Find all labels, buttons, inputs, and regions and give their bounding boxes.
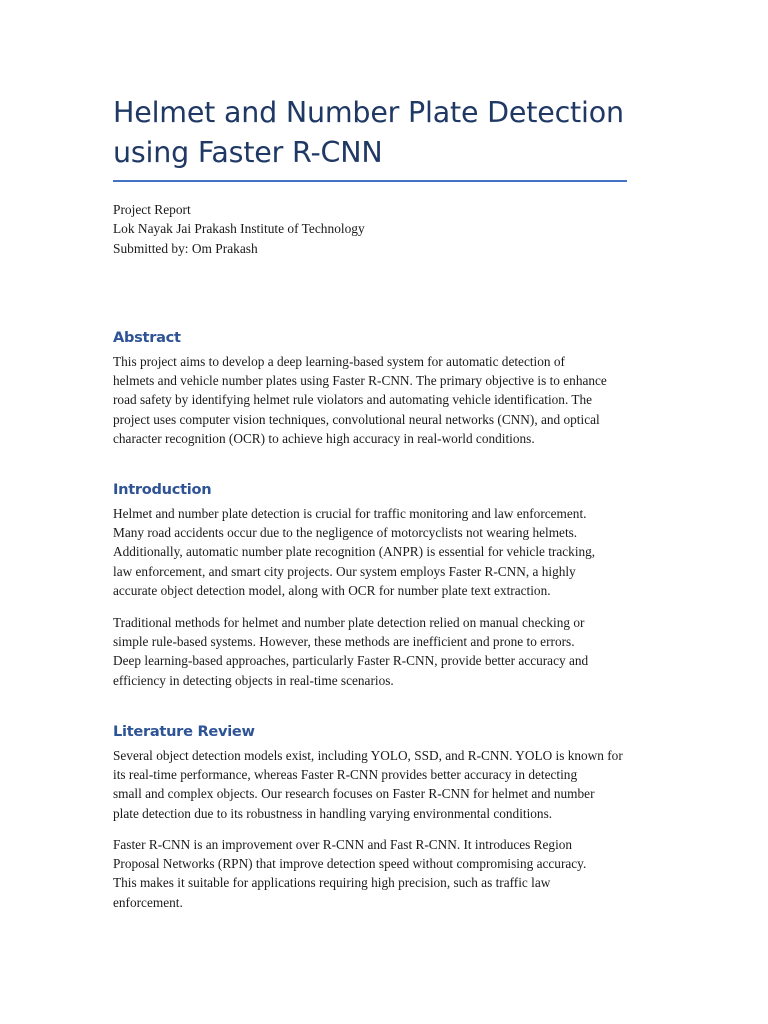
text-line: Traditional methods for helmet and number plate detection relied on manual checking or bbox=[113, 615, 585, 630]
text-line: project uses computer vision techniques, convolutional neural networks (CNN), and optical bbox=[113, 411, 600, 427]
text-line: Deep learning-based approaches, particularly Faster R-CNN, provide better accuracy and bbox=[113, 653, 589, 669]
text-line: Helmet and number plate detection is crucial for traffic monitoring and law enforcement. bbox=[113, 506, 587, 521]
document-title bbox=[113, 93, 633, 173]
title-line: using Faster R-CNN bbox=[113, 136, 383, 169]
text-line: its real-time performance, whereas Faster R-CNN provides better accuracy in detecting bbox=[113, 767, 578, 783]
text-line: helmets and vehicle number plates using Faster R-CNN. The primary objective is to enhance bbox=[113, 373, 607, 389]
literature-review-paragraph-1 bbox=[113, 746, 653, 823]
section-heading-abstract: Abstract bbox=[113, 329, 181, 346]
text-line: Faster R-CNN is an improvement over R-CNN and Fast R-CNN. It introduces Region bbox=[113, 837, 573, 852]
text-line: simple rule-based systems. However, these methods are inefficient and prone to errors. bbox=[113, 634, 575, 650]
text-line: Proposal Networks (RPN) that improve detection speed without compromising accuracy. bbox=[113, 856, 587, 872]
institute-name: Lok Nayak Jai Prakash Institute of Technology bbox=[113, 221, 365, 237]
report-meta bbox=[113, 200, 365, 258]
introduction-paragraph-2 bbox=[113, 613, 653, 690]
text-line: Many road accidents occur due to the negligence of motorcyclists not wearing helmets. bbox=[113, 525, 578, 541]
title-line: Helmet and Number Plate Detection bbox=[113, 96, 624, 129]
literature-review-paragraph-2 bbox=[113, 835, 653, 912]
abstract-paragraph bbox=[113, 352, 653, 448]
introduction-paragraph-1 bbox=[113, 504, 653, 600]
text-line: This makes it suitable for applications requiring high precision, such as traffic law bbox=[113, 875, 551, 891]
text-line: efficiency in detecting objects in real-time scenarios. bbox=[113, 672, 394, 688]
text-line: character recognition (OCR) to achieve high accuracy in real-world conditions. bbox=[113, 430, 535, 446]
text-line: accurate object detection model, along with OCR for number plate text extraction. bbox=[113, 582, 551, 598]
text-line: law enforcement, and smart city projects. Our system employs Faster R-CNN, a highly bbox=[113, 563, 576, 579]
text-line: enforcement. bbox=[113, 894, 183, 910]
text-line: plate detection due to its robustness in handling varying environmental conditions. bbox=[113, 805, 553, 821]
section-heading-literature-review: Literature Review bbox=[113, 723, 255, 740]
text-line: Additionally, automatic number plate recognition (ANPR) is essential for vehicle tracking, bbox=[113, 544, 596, 560]
section-heading-introduction: Introduction bbox=[113, 481, 212, 498]
submitted-by: Submitted by: Om Prakash bbox=[113, 240, 258, 256]
text-line: This project aims to develop a deep learning-based system for automatic detection of bbox=[113, 354, 565, 369]
report-type: Project Report bbox=[113, 202, 191, 217]
title-divider bbox=[113, 180, 627, 182]
text-line: road safety by identifying helmet rule violators and automating vehicle identification. The bbox=[113, 392, 593, 408]
text-line: Several object detection models exist, including YOLO, SSD, and R-CNN. YOLO is known for bbox=[113, 748, 623, 763]
text-line: small and complex objects. Our research focuses on Faster R-CNN for helmet and number bbox=[113, 786, 595, 802]
